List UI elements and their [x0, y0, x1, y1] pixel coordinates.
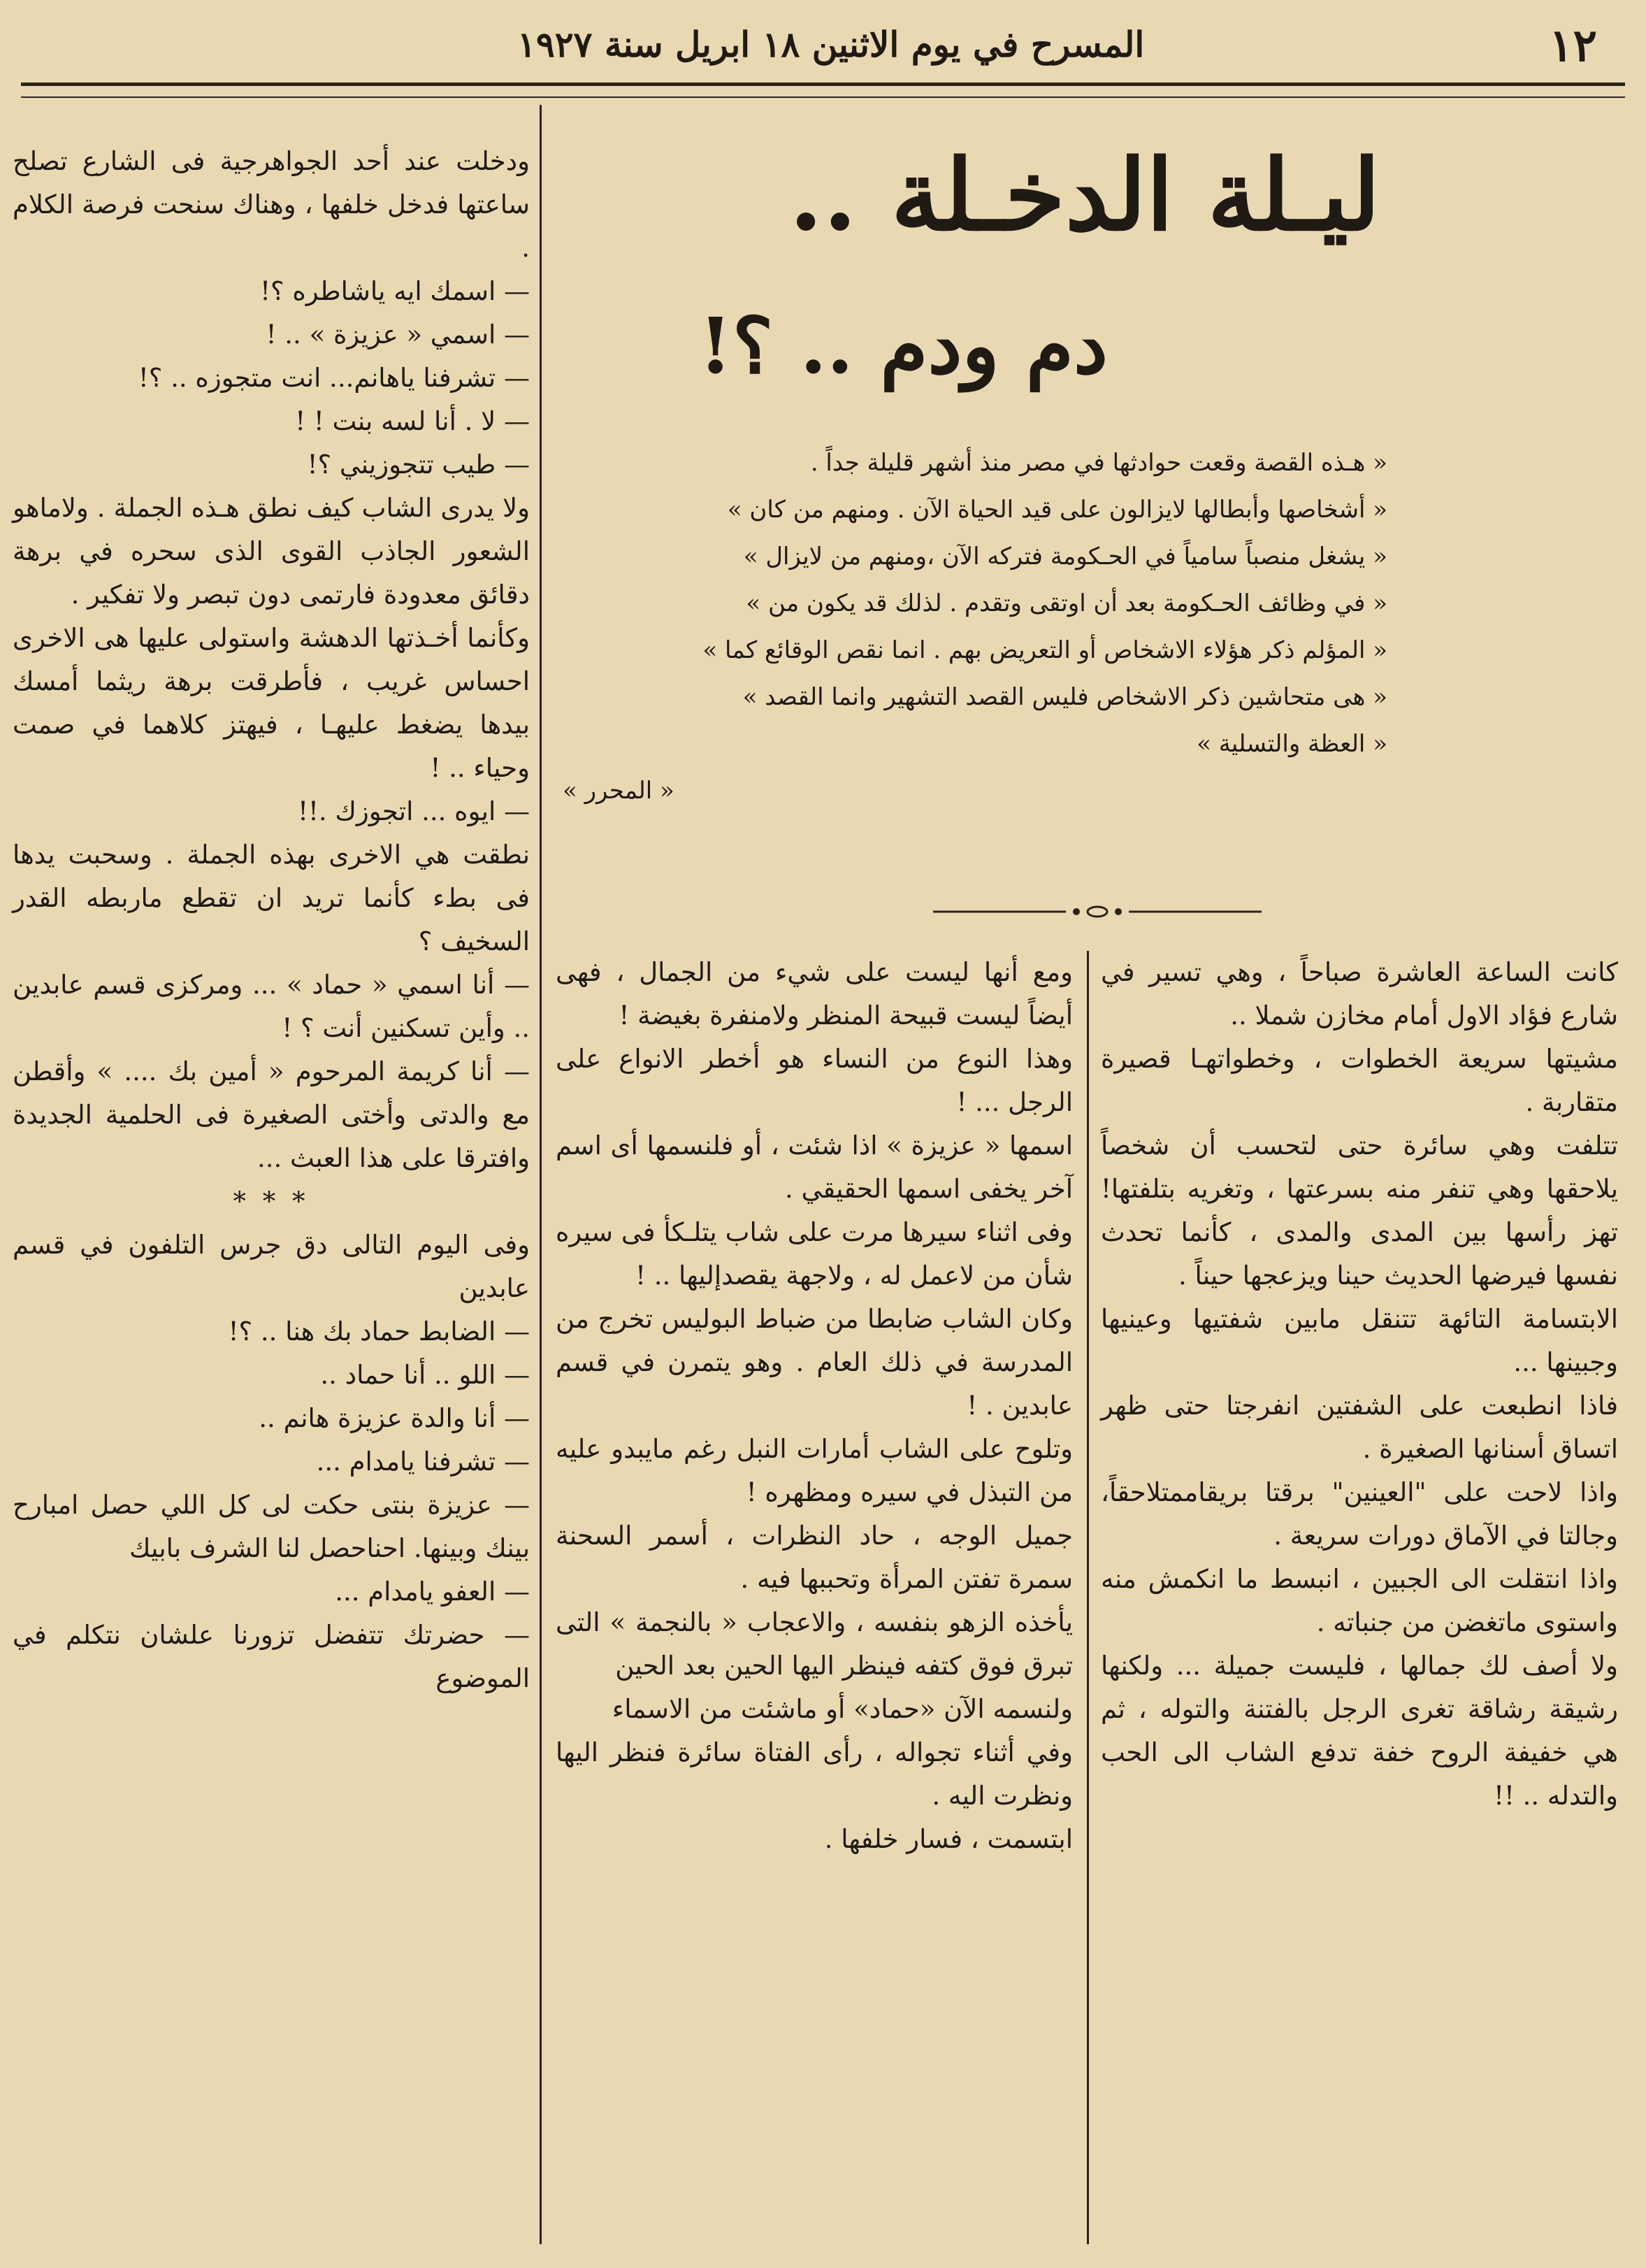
- paragraph: نطقت هي الاخرى بهذه الجملة . وسحبت يدها فى بطء كأنما تريد ان تقطع ماربطه القدر السخيف ؟: [13, 840, 530, 956]
- paragraph: وفى اثناء سيرها مرت على شاب يتلـكأ فى سيره شأن من لاعمل له ، ولاجهة يقصدإليها .. !: [556, 1217, 1073, 1291]
- paragraph: فاذا انطبعت على الشفتين انفرجتا حتى ظهر اتساق أسنانها الصغيرة .: [1101, 1391, 1618, 1464]
- article-column-right: [1101, 951, 1618, 1818]
- header-rule-thick: [21, 82, 1625, 86]
- note-line: « هى متحاشين ذكر الاشخاص فليس القصد التشهير وانما القصد »: [742, 683, 1387, 711]
- editor-signature: « المحرر »: [563, 777, 674, 805]
- paragraph: ولنسمه الآن «حماد» أو ماشئت من الاسماء: [612, 1694, 1073, 1724]
- dialogue-line: — العفو يامدام ...: [335, 1577, 530, 1607]
- paragraph: ولا يدرى الشاب كيف نطق هـذه الجملة . ولاماهو الشعور الجاذب القوى الذى سحره في برهة دقائق معدودة فارتمى دون تبصر ولا تفكير .: [13, 493, 530, 610]
- dialogue-line: — اسمك ايه ياشاطره ؟!: [260, 276, 530, 306]
- paragraph: وهذا النوع من النساء هو أخطر الانواع على الرجل ... !: [556, 1044, 1073, 1117]
- dialogue-line: — اسمي « عزيزة » .. !: [266, 320, 530, 350]
- dialogue-line: — حضرتك تتفضل تزورنا علشان نتكلم في الموضوع: [13, 1620, 530, 1693]
- article-subtitle: دم ودم .. ؟!: [698, 301, 1108, 391]
- note-line: « في وظائف الحـكومة بعد أن اوتقى وتقدم . لذلك قد يكون من »: [746, 589, 1387, 617]
- note-line: « هـذه القصة وقعت حوادثها في مصر منذ أشهر قليلة جداً .: [810, 449, 1387, 477]
- dialogue-line: — تشرفنا يامدام ...: [316, 1447, 530, 1477]
- paragraph: جميل الوجه ، حاد النظرات ، أسمر السحنة سمرة تفتن المرأة وتحببها فيه .: [556, 1521, 1073, 1594]
- note-line: « أشخاصها وأبطالها لايزالون على قيد الحياة الآن . ومنهم من كان »: [727, 496, 1387, 524]
- dialogue-line: — لا . أنا لسه بنت ! !: [295, 406, 530, 436]
- header-rule-thin: [21, 96, 1625, 98]
- paragraph: تتلفت وهي سائرة حتى لتحسب أن شخصاً يلاحقها وهي تنفر منه بسرعتها ، وتغريه بتلفتها! تهز رأسها بين المدى والمدى ، كأنما تحدث نفسها فيرضها الحديث حينا ويزعجها حيناً .: [1101, 1131, 1618, 1291]
- paragraph: ابتسمت ، فسار خلفها .: [824, 1824, 1073, 1854]
- note-line: « المؤلم ذكر هؤلاء الاشخاص أو التعريض بهم . انما نقص الوقائع كما »: [702, 636, 1387, 664]
- dialogue-line: — ايوه ... اتجوزك .!!: [298, 796, 530, 826]
- paragraph: مشيتها سريعة الخطوات ، وخطواتهـا قصيرة متقاربة .: [1101, 1044, 1618, 1117]
- dialogue-line: — اللو .. أنا حماد ..: [320, 1360, 530, 1390]
- article-column-left: [13, 140, 530, 1700]
- column-divider-middle: [1087, 951, 1089, 2244]
- page-header: [28, 20, 1618, 76]
- dialogue-line: — عزيزة بنتى حكت لى كل اللي حصل امبارح بينك وبينها. احناحصل لنا الشرف بابيك: [13, 1490, 530, 1563]
- page-number: ١٢: [1549, 20, 1597, 72]
- paragraph: اسمها « عزيزة » اذا شئت ، أو فلنسمها أى اسم آخر يخفى اسمها الحقيقي .: [556, 1131, 1073, 1204]
- running-head: المسرح في يوم الاثنين ١٨ ابريل سنة ١٩٢٧: [517, 24, 1145, 65]
- paragraph: وتلوح على الشاب أمارات النبل رغم مايبدو عليه من التبذل في سيره ومظهره !: [556, 1434, 1073, 1507]
- dialogue-line: — أنا كريمة المرحوم « أمين بك .... » وأقطن مع والدتى وأختى الصغيرة فى الحلمية الجديدة وافترقا على هذا العبث ...: [13, 1056, 530, 1173]
- dialogue-line: — طيب تتجوزيني ؟!: [307, 450, 530, 480]
- paragraph: وفى اليوم التالى دق جرس التلفون في قسم عابدين: [13, 1230, 530, 1303]
- note-line: « يشغل منصباً سامياً في الحـكومة فتركه الآن ،ومنهم من لايزال »: [743, 543, 1387, 570]
- paragraph: ولا أصف لك جمالها ، فليست جميلة ... ولكنها رشيقة رشاقة تغرى الرجل بالفتنة والتوله ، ثم هي خفيفة الروح خفة تدفع الشاب الى الحب والتدله .. !!: [1101, 1651, 1618, 1811]
- paragraph: وفي أثناء تجواله ، رأى الفتاة سائرة فنظر اليها ونظرت اليه .: [556, 1737, 1073, 1811]
- paragraph: وكان الشاب ضابطا من ضباط البوليس تخرج من المدرسة في ذلك العام . وهو يتمرن في قسم عابدين . !: [556, 1304, 1073, 1421]
- dialogue-line: — تشرفنا ياهانم... انت متجوزه .. ؟!: [138, 363, 530, 393]
- paragraph: يأخذه الزهو بنفسه ، والاعجاب « بالنجمة » التى تبرق فوق كتفه فينظر اليها الحين بعد الحين: [556, 1607, 1073, 1681]
- paragraph: واذا انتقلت الى الجبين ، انبسط ما انكمش منه واستوى ماتغضن من جنباته .: [1101, 1564, 1618, 1637]
- paragraph: الابتسامة التائهة تتنقل مابين شفتيها وعينيها وجبينها ...: [1101, 1304, 1618, 1377]
- article-column-middle: [556, 951, 1073, 1861]
- paragraph: وكأنما أخـذتها الدهشة واستولى عليها هى الاخرى احساس غريب ، فأطرقت برهة ريثما أمسك بيدها يضغط عليهـا ، فيهتز كلاهما في صمت وحياء .. !: [13, 623, 530, 783]
- paragraph: كانت الساعة العاشرة صباحاً ، وهي تسير في شارع فؤاد الاول أمام مخازن شملا ..: [1101, 957, 1618, 1031]
- section-break-stars: * * *: [233, 1186, 310, 1216]
- dialogue-line: — أنا اسمي « حماد » ... ومركزى قسم عابدين .. وأين تسكنين أنت ؟ !: [13, 970, 530, 1043]
- editor-note: [563, 447, 1387, 822]
- paragraph: ودخلت عند أحد الجواهرجية فى الشارع تصلح ساعتها فدخل خلفها ، وهناك سنحت فرصة الكلام .: [13, 146, 530, 263]
- dialogue-line: — الضابط حماد بك هنا .. ؟!: [228, 1316, 530, 1347]
- column-divider-left: [540, 105, 542, 2244]
- paragraph: واذا لاحت على "العينين" برقتا بريقاممتلاحقاً، وجالتا في الآماق دورات سريعة .: [1101, 1477, 1618, 1551]
- note-line: « العظة والتسلية »: [1197, 730, 1387, 758]
- paragraph: ومع أنها ليست على شيء من الجمال ، فهى أيضاً ليست قبيحة المنظر ولامنفرة بغيضة !: [556, 957, 1073, 1031]
- article-title: ليـلة الدخـلة ..: [788, 138, 1380, 253]
- dialogue-line: — أنا والدة عزيزة هانم ..: [259, 1403, 530, 1433]
- section-ornament: [933, 903, 1262, 920]
